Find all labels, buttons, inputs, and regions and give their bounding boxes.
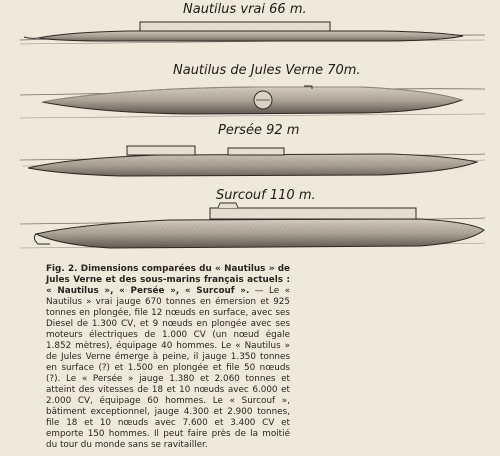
figure-caption [46,264,290,451]
label-surcouf: Surcouf 110 m. [216,188,316,203]
label-nautilus-jules-verne: Nautilus de Jules Verne 70m. [173,63,361,78]
submarine-persee [20,146,485,176]
submarine-surcouf [20,203,485,248]
label-nautilus-vrai: Nautilus vrai 66 m. [183,2,307,17]
caption-body: — Le « Nautilus » vrai jauge 670 tonnes en émersion et 925 tonnes en plongée, file 12 nœuds en surface, avec ses Diesel de 1.300 CV, et 9 nœuds en plongée avec ses moteurs électriques de 1.000 CV (un nœud égale 1.852 mètres), équipage 40 hommes. Le « Nautilus » de Jules Verne émerge à peine, il jauge 1.350 tonnes en surface (?) et 1.500 en plongée et file 50 nœuds (?). Le « Persée » jauge 1.380 et 2.060 tonnes et atteint des vitesses de 18 et 10 nœuds avec 6.000 et 2.000 CV, équipage 60 hommes. Le « Surcouf », bâtiment exceptionnel, jauge 4.300 et 2.900 tonnes, file 18 et 10 nœuds avec 7.600 et 3.400 CV et emporte 150 hommes. Il peut faire près de la moitié du tour du monde sans se ravitailler. [46,286,291,450]
caption-title: Fig. 2. Dimensions comparées du « Nautilus » de Jules Verne et des sous-marins français actuels : « Nautilus », « Persée », « Surcouf ». [46,264,290,296]
submarine-nautilus-jules-verne [20,86,485,118]
label-persee: Persée 92 m [218,123,300,138]
submarine-nautilus-vrai [20,22,485,44]
